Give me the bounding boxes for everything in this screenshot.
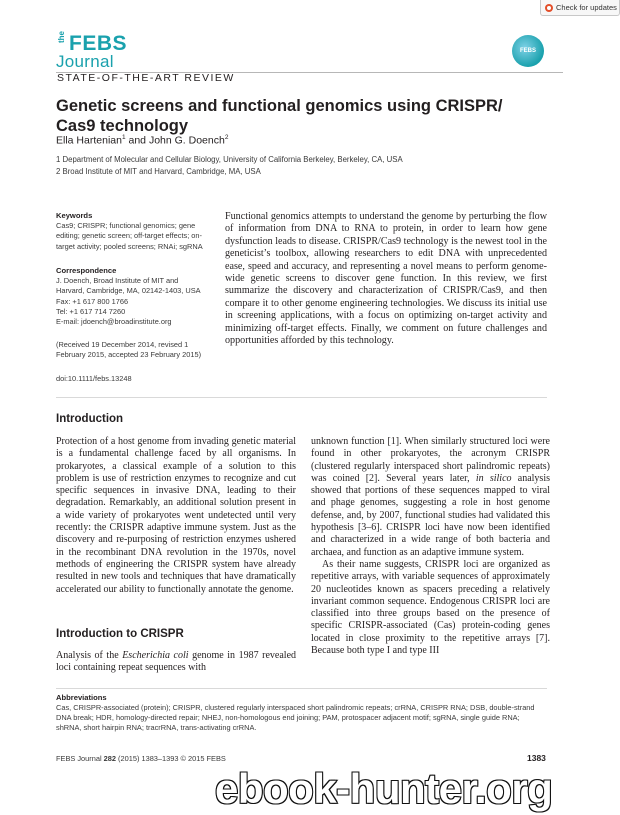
right-column — [311, 436, 550, 657]
author-list — [56, 134, 228, 147]
right-paragraph-1-a: unknown function [1]. When similarly structured loci were found in other prokaryotes, the acronym CRISPR (clustered regularly interspaced short palindromic repeats) was coined [2]. Several years later, — [311, 436, 550, 484]
watermark: ebook-hunter.org — [215, 765, 553, 812]
affiliation-2: 2 Broad Institute of MIT and Harvard, Cambridge, MA, USA — [56, 167, 261, 176]
crispr-text-after: genome in 1987 revealed loci containing repeat sequences with — [56, 650, 297, 674]
right-paragraph-2: As their name suggests, CRISPR loci are organized as repetitive arrays, with variable sequences of approximately 20 nucleotides known as spacers preceding a relatively invariant common sequence. Endogenous CRISPR loci are classified into three groups based on the presence of specific CRISPR-associated (Cas) protein-coding genes located in close proximity to the repetitive arrays [7]. Because both type I and type III — [311, 558, 550, 657]
footer-rest: (2015) 1383–1393 © 2015 FEBS — [116, 754, 226, 763]
correspondence-heading: Correspondence — [56, 266, 117, 275]
species-name: Escherichia coli — [122, 650, 189, 661]
abbreviations-text: Cas, CRISPR-associated (protein); CRISPR, clustered regularly interspaced short palindromic repeats; crRNA, CRISPR RNA; DSB, double-strand DNA break; HDR, homology-directed repair; NHEJ, non-homologous end joining; PAM, protospacer adjacent motif; sgRNA, single guide RNA; shRNA, short hairpin RNA; tracrRNA, trans-activating crRNA. — [56, 703, 535, 732]
author-conjunction: and — [125, 134, 149, 147]
keywords-heading: Keywords — [56, 211, 93, 220]
keywords-block — [56, 211, 216, 252]
abstract-divider — [56, 397, 547, 398]
correspondence-line: Fax: +1 617 800 1766 — [56, 296, 129, 306]
journal-logo-the: the — [57, 31, 66, 43]
correspondence-block — [56, 266, 216, 327]
article-type: STATE-OF-THE-ART REVIEW — [57, 72, 235, 84]
right-paragraph-1 — [311, 436, 550, 559]
crossmark-icon — [545, 4, 553, 12]
correspondence-line: Harvard, Cambridge, MA, 02142-1403, USA — [56, 286, 201, 296]
journal-logo — [56, 33, 127, 70]
crispr-paragraph — [56, 650, 296, 675]
febs-emblem-icon — [512, 35, 544, 67]
abstract-text: Functional genomics attempts to understand the genome by perturbing the flow of information from DNA to RNA to protein, in order to learn how gene dysfunction leads to disease. CRISPR/Cas9 technology is the newest tool in the geneticist’s toolbox, allowing researchers to edit DNA with unprecedented ease, speed and accuracy, and representing a novel means to perform genome-wide genetic screens to discover gene function. In this review, we first summarize the discovery and characterization of CRISPR/Cas9, and then compare it to other genome engineering technologies. We discuss its initial use in screening applications, with a focus on optimizing on-target activity and minimizing off-target effects. Finally, we comment on future challenges and opportunities afforded by this technology. — [225, 211, 547, 347]
correspondence-email[interactable]: E-mail: jdoench@broadinstitute.org — [56, 317, 172, 327]
article-title: Genetic screens and functional genomics using CRISPR/ Cas9 technology — [56, 97, 503, 135]
received-dates: (Received 19 December 2014, revised 1 February 2015, accepted 23 February 2015) — [56, 340, 202, 360]
section-heading-crispr: Introduction to CRISPR — [56, 628, 184, 640]
footer-volume: 282 — [103, 754, 116, 763]
section-heading-introduction: Introduction — [56, 413, 124, 425]
crispr-text-before: Analysis of the — [56, 650, 123, 661]
check-updates-label: Check for updates — [556, 3, 617, 12]
check-for-updates-button[interactable] — [540, 0, 620, 16]
journal-logo-sub: Journal — [56, 52, 114, 71]
footer-journal: FEBS Journal — [56, 754, 104, 763]
keywords-text: Cas9; CRISPR; functional genomics; gene editing; genetic screen; off-target effects; on-target activity; pooled screens; RNAi; sgRNA — [56, 221, 203, 251]
abbreviations-divider — [56, 688, 547, 689]
affiliation-mark: 1 — [121, 134, 126, 141]
in-silico-term: in silico — [475, 472, 512, 484]
affiliation-mark: 2 — [224, 134, 229, 141]
page-number: 1383 — [527, 753, 546, 763]
abbreviations-block — [56, 693, 547, 733]
introduction-paragraph: Protection of a host genome from invading genetic material is a fundamental challenge faced by all organisms. In prokaryotes, a classical example of a solution to this problem is use of restriction enzymes to recognize and cut specific sequences in invasive DNA, leading to their degradation. Remarkably, an additional solution present in a wide variety of prokaryotes went undetected until very recently: the CRISPR adaptive immune system. Just as the discovery and re-purposing of restriction enzymes ushered in the recombinant DNA revolution in the 1970s, novel methods of engineering the CRISPR system have already resulted in new tools and techniques that have dramatically accelerated our ability to functionally annotate the genome. — [56, 436, 296, 595]
affiliation-1: 1 Department of Molecular and Cellular Biology, University of California Berkeley, Berkeley, CA, USA — [56, 155, 403, 164]
author-name: Ella Hartenian — [56, 134, 122, 147]
journal-logo-name: FEBS — [69, 32, 128, 55]
author-name: John G. Doench — [148, 134, 225, 147]
doi-link[interactable]: doi:10.1111/febs.13248 — [56, 374, 132, 383]
febs-emblem-text: FEBS — [519, 48, 536, 54]
abbreviations-heading: Abbreviations — [56, 693, 107, 702]
correspondence-line: Tel: +1 617 714 7260 — [56, 306, 126, 316]
footer-citation — [56, 754, 226, 763]
right-paragraph-1-b: analysis showed that portions of these sequences mapped to viral and phage genomes, suggesting a role in host genome defense, and, by 2007, functional studies had validated this hypothesis [3–6]. CRISPR loci have now been identified and characterized in a wide range of both bacteria and archaea, and function as an adaptive immune system. — [311, 472, 550, 558]
correspondence-line: J. Doench, Broad Institute of MIT and — [56, 276, 179, 286]
